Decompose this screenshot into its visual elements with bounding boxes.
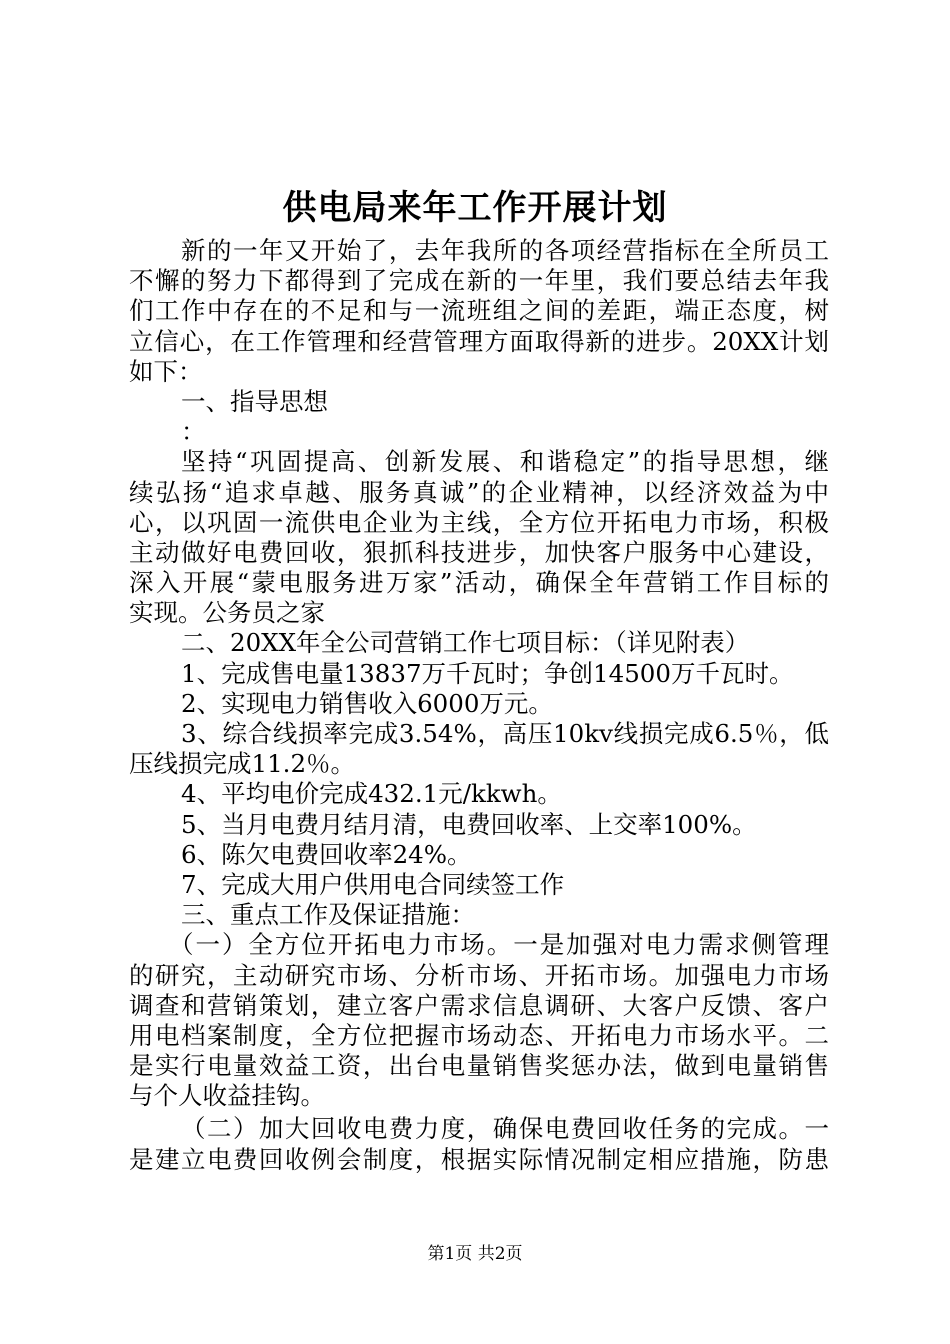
section-heading: 一、指导思想 [181,386,328,416]
paragraph-line: 是建立电费回收例会制度，根据实际情况制定相应措施，防患 [129,1144,829,1174]
paragraph-line: 立信心，在工作管理和经营管理方面取得新的进步。20XX计划 [129,326,829,356]
paragraph-line: （一）全方位开拓电力市场。一是加强对电力需求侧管理 [169,930,829,960]
paragraph-line: 深入开展“蒙电服务进万家”活动，确保全年营销工作目标的 [129,568,829,598]
list-item: 7、完成大用户供用电合同续签工作 [181,869,565,899]
document-title: 供电局来年工作开展计划 [282,188,668,228]
paragraph-line: 续弘扬“追求卓越、服务真诚”的企业精神，以经济效益为中 [129,477,829,507]
list-item-continuation: 压线损完成11.2％。 [129,749,356,779]
paragraph-line: 主动做好电费回收，狠抓科技进步，加快客户服务中心建设， [129,537,829,567]
list-item: 6、陈欠电费回收率24%。 [181,839,472,869]
paragraph-line: 的研究，主动研究市场、分析市场、开拓市场。加强电力市场 [129,960,829,990]
paragraph-line: ： [181,417,206,447]
paragraph-line: 调查和营销策划，建立客户需求信息调研、大客户反馈、客户 [129,990,829,1020]
document-body [129,236,829,1175]
paragraph-line: 们工作中存在的不足和与一流班组之间的差距，端正态度，树 [129,296,829,326]
list-item: 4、平均电价完成432.1元/kkwh。 [181,779,562,809]
list-item: 5、当月电费月结月清，电费回收率、上交率100%。 [181,809,757,839]
paragraph-line: 不懈的努力下都得到了完成在新的一年里，我们要总结去年我 [129,266,829,296]
paragraph-line: 用电档案制度，全方位把握市场动态、开拓电力市场水平。二 [129,1020,829,1050]
section-heading: 三、重点工作及保证措施： [181,900,475,930]
paragraph-line: 如下： [129,356,203,386]
list-item: 1、完成售电量13837万千瓦时；争创14500万千瓦时。 [181,658,794,688]
paragraph-line: 心，以巩固一流供电企业为主线，全方位开拓电力市场，积极 [129,507,829,537]
page-number: 第1页 共2页 [427,1244,523,1264]
paragraph-line: 坚持“巩固提高、创新发展、和谐稳定”的指导思想，继 [181,447,829,477]
section-heading: 二、20XX年全公司营销工作七项目标：（详见附表） [181,628,750,658]
paragraph-line: 新的一年又开始了，去年我所的各项经营指标在全所员工 [181,236,829,265]
list-item: 2、实现电力销售收入6000万元。 [181,688,553,718]
paragraph-line: 是实行电量效益工资，出台电量销售奖惩办法，做到电量销售 [129,1051,829,1081]
list-item: 3、综合线损率完成3.54%，高压10kv线损完成6.5％，低 [181,719,829,748]
paragraph-line: （二）加大回收电费力度，确保电费回收任务的完成。一 [181,1114,829,1144]
paragraph-line: 实现。公务员之家 [129,598,325,628]
paragraph-line: 与个人收益挂钩。 [129,1081,325,1111]
